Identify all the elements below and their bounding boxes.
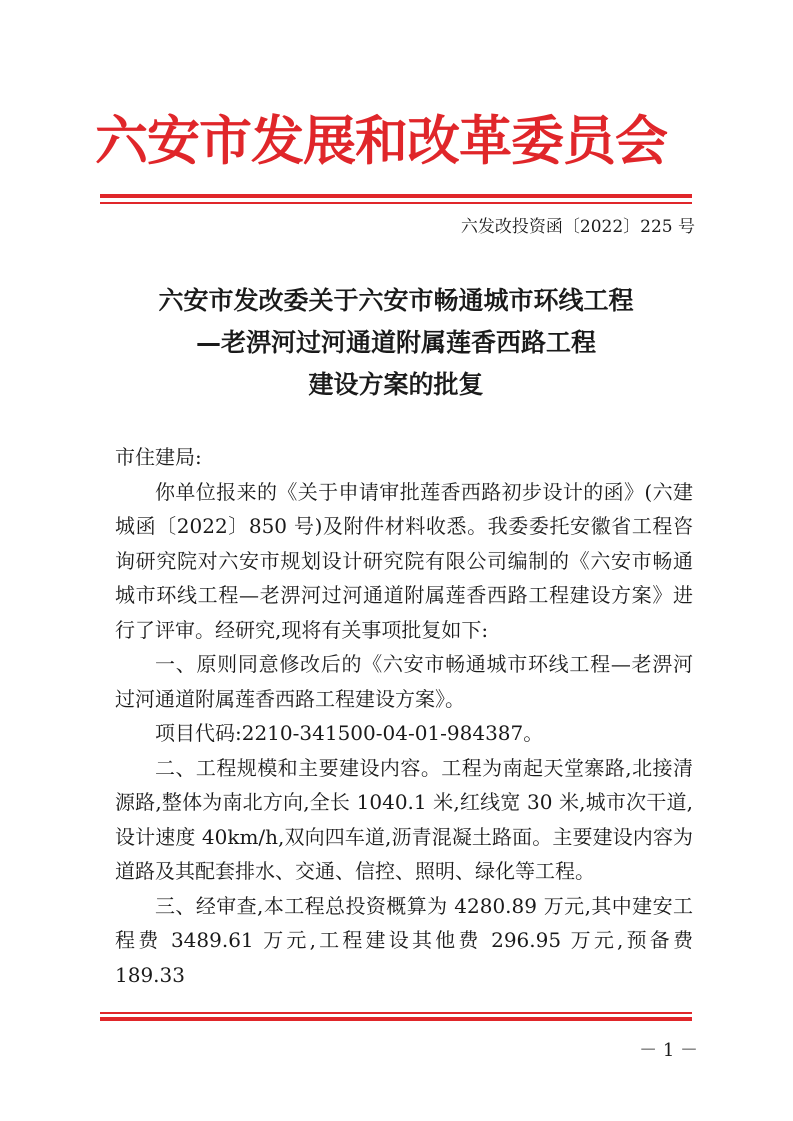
page-number: － 1 － bbox=[639, 1040, 698, 1061]
paragraph-item-3: 三、经审查,本工程总投资概算为 4280.89 万元,其中建安工程费 3489.61 万元,工程建设其他费 296.95 万元,预备费 189.33 bbox=[115, 893, 693, 987]
document-body bbox=[115, 440, 693, 992]
title-line-2: —老淠河过河通道附属莲香西路工程 bbox=[195, 328, 596, 357]
paragraph-item-2: 二、工程规模和主要建设内容。工程为南起天堂寨路,北接清源路,整体为南北方向,全长 1040.1 米,红线宽 30 米,城市次干道,设计速度 40km/h,双向四车道,沥青混凝土路面。主要建设内容为道路及其配套排水、交通、信控、照明、绿化等工程。 bbox=[115, 755, 693, 883]
org-header-title: 六安市发展和改革委员会 bbox=[95, 111, 667, 172]
header-red-rule-thin bbox=[100, 202, 692, 204]
addressee: 市住建局: bbox=[115, 445, 202, 469]
paragraph-project-code: 项目代码:2210-341500-04-01-984387。 bbox=[155, 721, 544, 745]
paragraph-item-1: 一、原则同意修改后的《六安市畅通城市环线工程—老淠河过河通道附属莲香西路工程建设方案》。 bbox=[115, 652, 693, 711]
header-red-rule-thick bbox=[100, 194, 692, 198]
document-title bbox=[100, 280, 692, 406]
paragraph-intro: 你单位报来的《关于申请审批莲香西路初步设计的函》(六建城函〔2022〕850 号)及附件材料收悉。我委委托安徽省工程咨询研究院对六安市规划设计研究院有限公司编制的《六安市畅通城市环线工程—老淠河过河通道附属莲香西路工程建设方案》进行了评审。经研究,现将有关事项批复如下: bbox=[115, 479, 693, 642]
document-number: 六发改投资函〔2022〕225 号 bbox=[460, 217, 695, 237]
footer-red-rule-thick bbox=[100, 1017, 692, 1021]
footer-red-rule-thin bbox=[100, 1012, 692, 1014]
title-line-1: 六安市发改委关于六安市畅通城市环线工程 bbox=[158, 286, 634, 315]
title-line-3: 建设方案的批复 bbox=[308, 370, 484, 399]
